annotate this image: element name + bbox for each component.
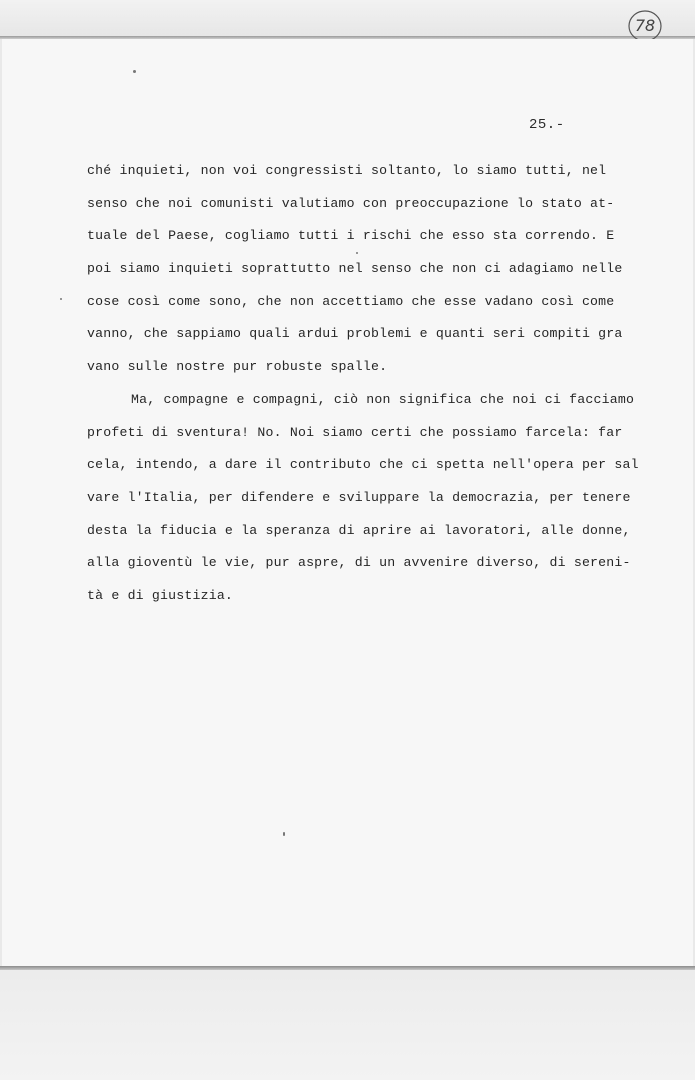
document-body: [87, 160, 677, 618]
scan-top-margin: [0, 0, 695, 38]
page-number: 25.-: [529, 117, 565, 133]
scan-speck: [60, 298, 62, 300]
text-line-13: alla gioventù le vie, pur aspre, di un avvenire diverso, di sereni-: [87, 555, 631, 571]
text-line-7: vano sulle nostre pur robuste spalle.: [87, 359, 388, 375]
text-line-9: profeti di sventura! No. Noi siamo certi che possiamo farcela: far: [87, 424, 623, 440]
scan-speck: [283, 832, 285, 836]
text-line-2: senso che noi comunisti valutiamo con preoccupazione lo stato at-: [87, 195, 615, 211]
text-line-4: poi siamo inquieti soprattutto nel senso che non ci adagiamo nelle: [87, 261, 623, 277]
archive-number: 78: [634, 16, 656, 35]
scan-speck: [356, 252, 358, 254]
text-line-3: tuale del Paese, cogliamo tutti i rischi che esso sta correndo. E: [87, 228, 615, 244]
text-line-10: cela, intendo, a dare il contributo che ci spetta nell'opera per sal: [87, 457, 639, 473]
text-line-14: tà e di giustizia.: [87, 587, 234, 603]
scan-speck: [133, 70, 136, 73]
scan-bottom-margin: [0, 970, 695, 1080]
text-line-1: ché inquieti, non voi congressisti soltanto, lo siamo tutti, nel: [87, 163, 607, 178]
text-line-12: desta la fiducia e la speranza di aprire ai lavoratori, alle donne,: [87, 522, 631, 538]
text-line-6: vanno, che sappiamo quali ardui problemi e quanti seri compiti gra: [87, 326, 623, 342]
text-line-11: vare l'Italia, per difendere e sviluppare la democrazia, per tenere: [87, 489, 631, 505]
text-line-8: Ma, compagne e compagni, ciò non significa che noi ci facciamo: [131, 391, 635, 407]
text-line-5: cose così come sono, che non accettiamo che esse vadano così come: [87, 293, 615, 309]
